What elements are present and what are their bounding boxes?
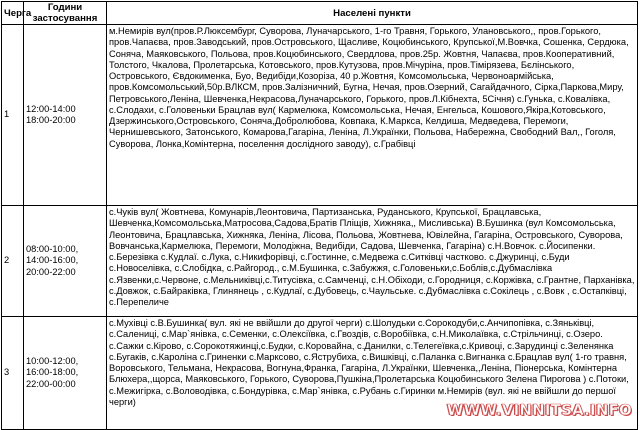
power-outage-schedule-table (1, 1, 638, 430)
header-queue: Черга (2, 2, 24, 25)
table-header-row (2, 2, 638, 25)
table-row (2, 317, 638, 430)
table-row (2, 25, 638, 206)
table-row (2, 206, 638, 317)
queue-number: 2 (2, 206, 24, 317)
hours-cell: 10:00-12:00, 16:00-18:00, 22:00-00:00 (24, 317, 107, 430)
places-cell: с.Чуків вул( Жовтнева, Комунарів,Леонтовича, Партизанська, Руданського, Крупської, Брацлавська, Шевченка,Комсомольська,Матросова,Садова,Братів Пліщів, Хижняка,, Мисливська) В.Бушинка (вул Комсомольська, Леонтовича, Брацлавська, Хижняка, Леніна, Лісова, Польова, Жовтнева, Ювілейна, Гагаріна, Островського, Суворова, Вовчанська,Кармелюка, Перемоги, Молодіжна, Ведибіди, Садова, Шевченка, Гагаріна) с.Н.Вовчок. с.Йосипенки. с.Березівка с.Кудлаї. с.Лука, с.Никифорівці, с.Гостинне, с.Медвежа с.Ситківці частково. с.Джуринці, с.Буди с.Новоселівка, с.Слобідка, с.Райгород., с.М.Бушинка, с.Забужжя, с.Головеньки,с.Боблів,с.Дубмаслівка с.Язвенки,с.Червоне, с.Мельниківці,с.Титусівка, с.Самченці, с.Н.Обіходи, с.Городниця, с.Коржівка, с.Грантне, Парханівка, с.Довжок, с.Байраківка, Глинянець , с.Кудлаї, с.Дубовець, с.Чаульське. с.Дубмаслівка с.Сокілець , с.Вовк , с.Остапківці, с.Перепеличе (107, 206, 638, 317)
places-cell: с.Мухівці с.В.Бушинка( вул. які не ввійшли до другої черги) с.Шолудьки с.Сорокодуби,с.Анчипопівка, с.Зяньківці, с.Салениці, с.Мар`янівка, с.Семенки, с.Олексіївка, с.Гвоздів, с.Воробіївка, с.Н.Миколаївка, с.Стрільчинці, с.Озеро. с.Сажки с.Кірово, с.Сорокотяжинці,с.Будки, с.Коровайна, с.Данилки, с.Телегеївка,с.Кривоці, с.Зарудинці с.Зеленянка с.Бугаків, с.Кароліна с.Гриненки с.Марксово, с.Яструбиха, с.Вишківці, с.Паланка с.Вигнанка с.Брацлав вул( 1-го травня, Воровського, Тельмана, Некрасова, Вогнуна,Франка, Гагаріна, Л.Українки, Шевченка,,Леніна, Піонерська, Комінтерна Блюхера,,щорса, Маяковського, Горького, Суворова,Пушкіна,Пролетарська Коцюбинського Зелена Пирогова ) с.Потоки, с.Межигірка, с.Воловодівка, с.Бондурівка, с.Мар`янівка, с.Рубань с.Гиринки м.Немирів (вул. які не ввійшли до першої черги) (107, 317, 638, 430)
header-hours: Години застосування (24, 2, 107, 25)
queue-number: 3 (2, 317, 24, 430)
places-cell: м.Немирів вул(пров.Р.Люксембург, Суворова, Луначарського, 1-го Травня, Горького, Улановського,, пров.Горького, пров.Чапаєва, пров.Заводський, пров.Островського, Щасливе, Коцюбинського, Крупської,М.Вовчка, Сошенка, Сердюка, Соняча, Маяковського, Польова, пров.Коцюбинського, Свердлова, пров.25р. Жовтня, Чапаєва, пров.Кооперативний, Толстого, Чкалова, Пролетарська, Котовського, пров.Кутузова, пров.Мічуріна, пров.Тімірязева, Бєлінського, Островського, Євдокименка, Буо, Ведибіди,Козоріза, 40 р.Жовтня, Комсомольська, Червоноармійська, пров.Комсомольський,50р.ВЛКСМ, пров.Залізничний, Бугна, Нечая, пров.Озерний, Сагайдачного, Сірка,Паркова,Миру, Петровського,Леніна, Шевченка,Некрасова,Луначарського, Горького, пров.Л.Кібнехта, 5Січня) с.Гунька, с.Ковалівка, с.Слодахи, с.Головеньки Брацлав вул( Кармелюка, Комсомольська, Нечая, Енгельса, Кошового,Якіра,Котовського, Дзержинського,Островського, Соняча,Добролюбова, Ковпака, К.Маркса, Келдиша, Медведева, Перемоги, Чернишевського, Затонського, Комарова,Гагаріна, Леніна, Л.Українки, Польова, Набережна, Свободний Вал,, Гоголя, Суворова, Лонка,Комінтерна, поселення дослідного заводу), с.Грабівці (107, 25, 638, 206)
queue-number: 1 (2, 25, 24, 206)
hours-cell: 12:00-14:00 18:00-20:00 (24, 25, 107, 206)
site-watermark: WWW.VINNITSA.INFO (446, 401, 632, 419)
hours-cell: 08:00-10:00, 14:00-16:00, 20:00-22:00 (24, 206, 107, 317)
header-places: Населені пункти (107, 2, 638, 25)
